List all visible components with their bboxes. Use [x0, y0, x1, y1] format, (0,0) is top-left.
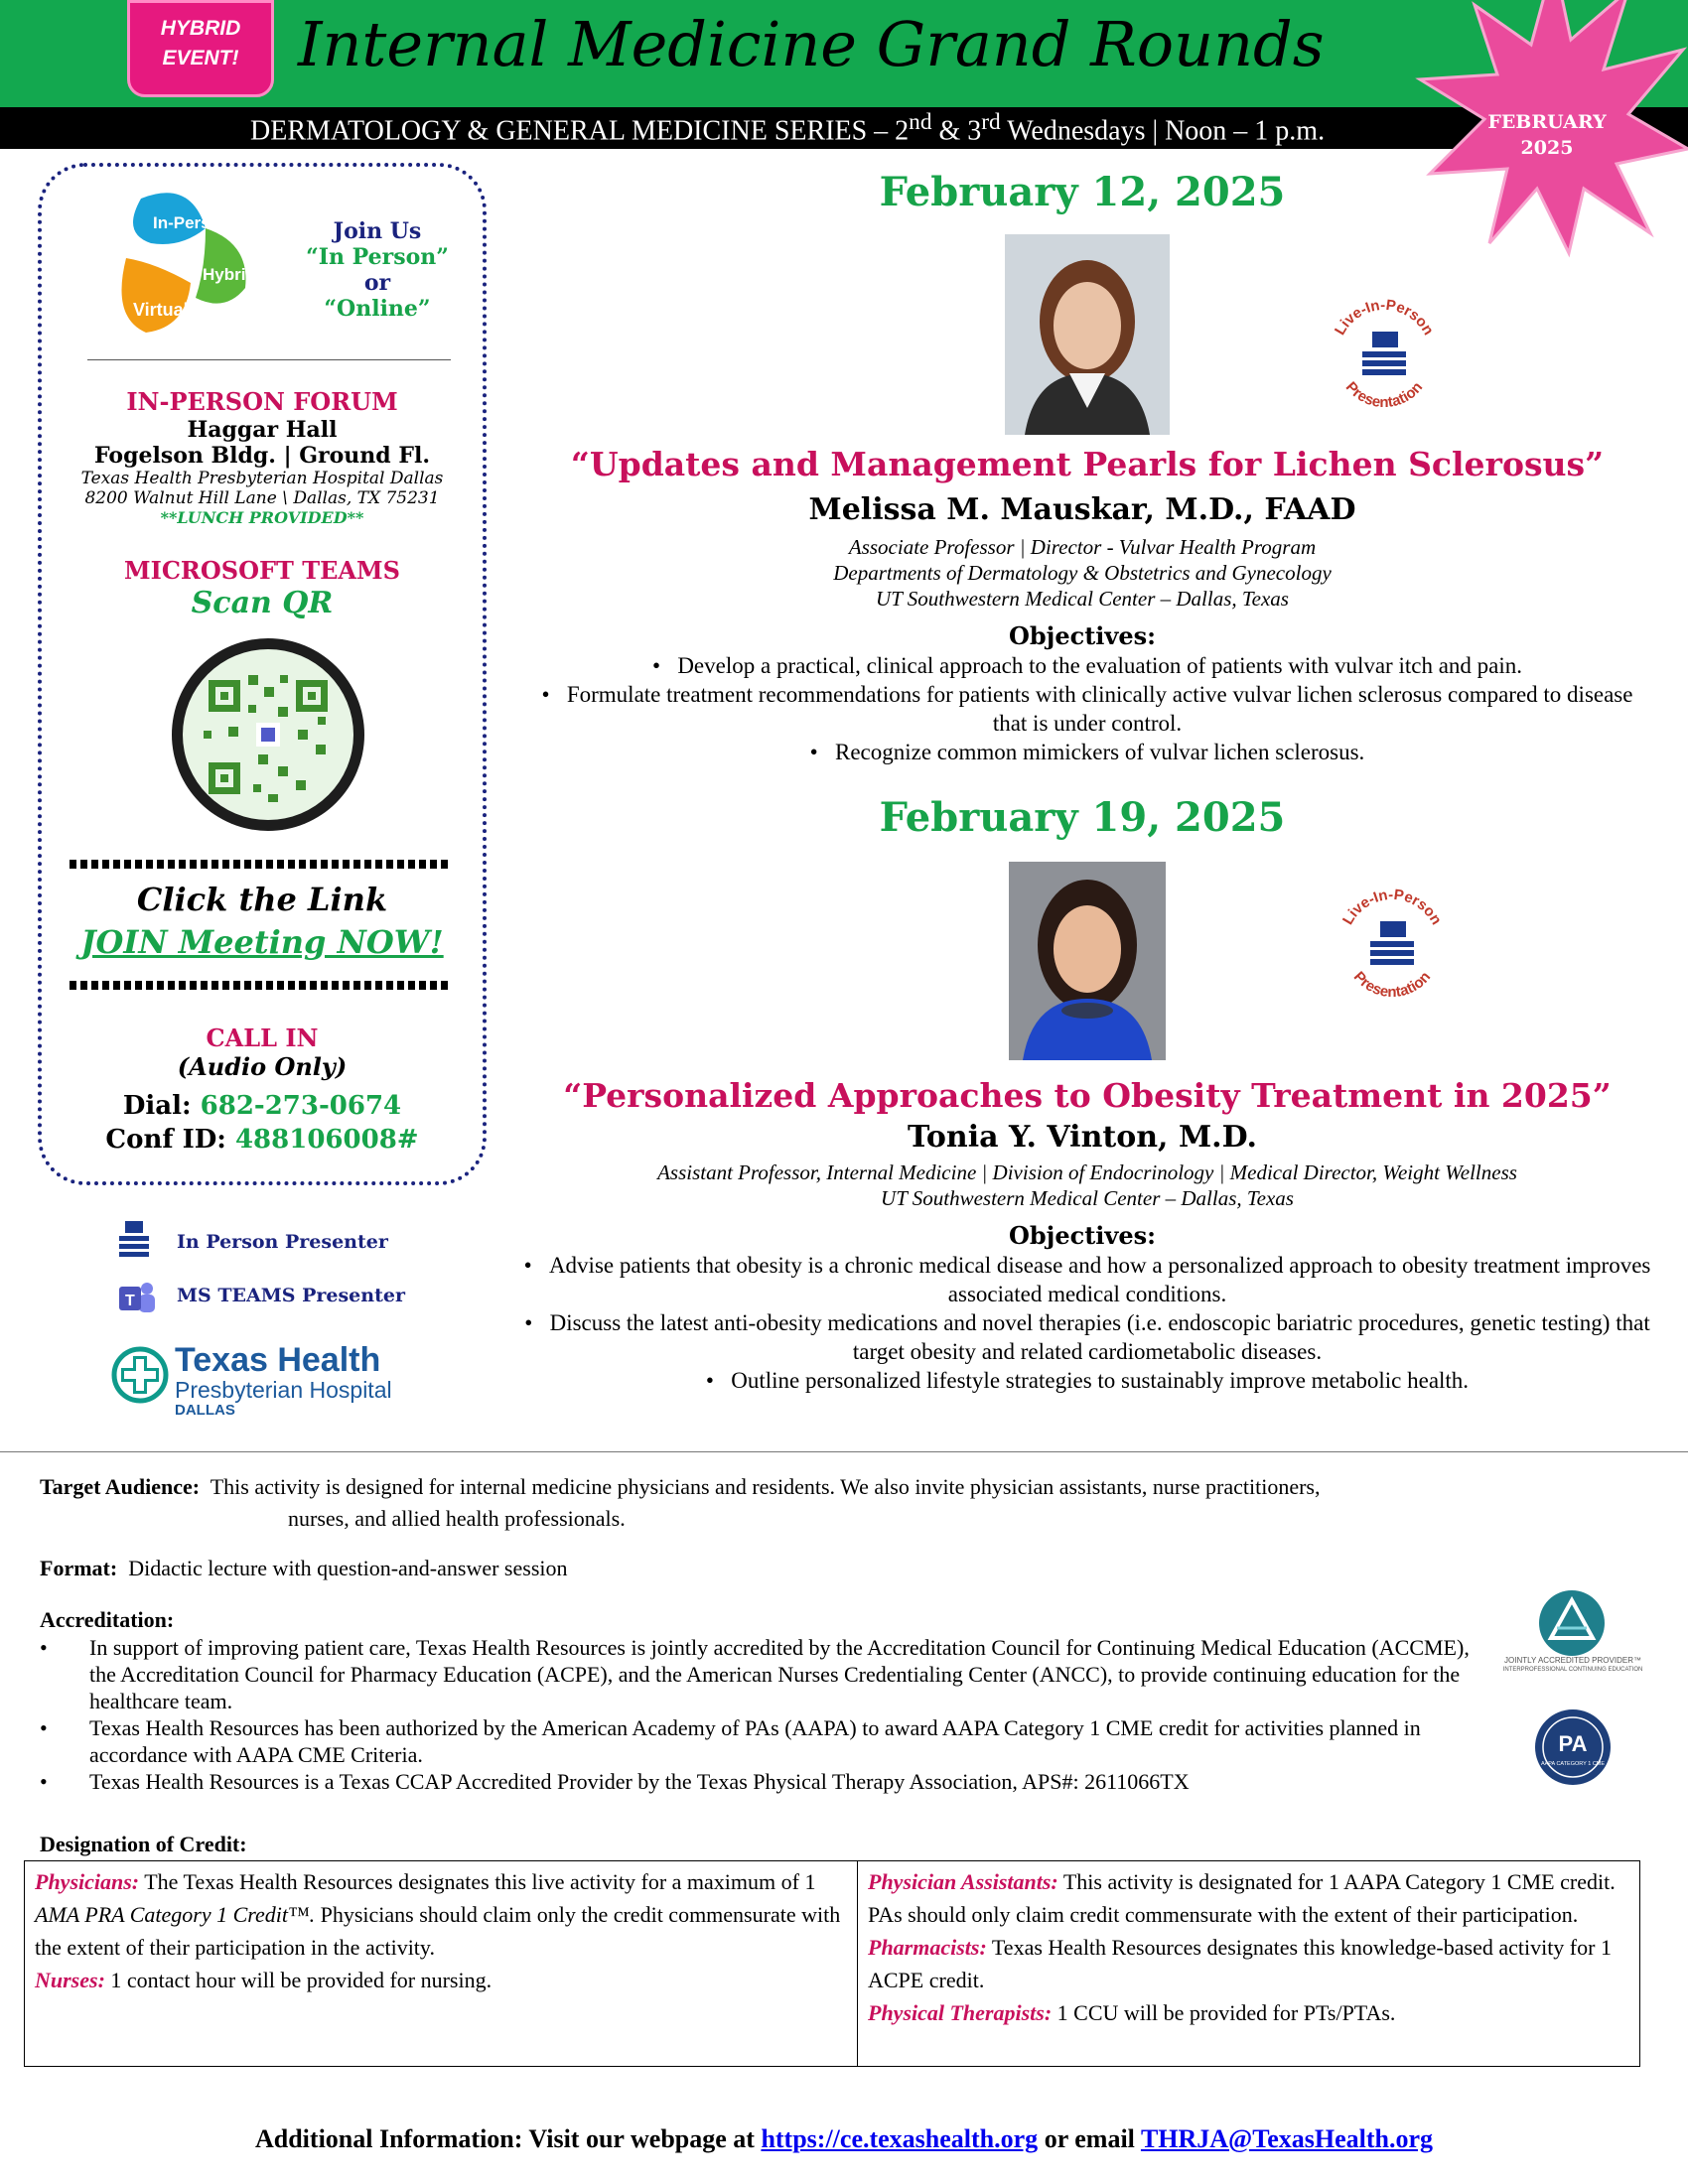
join-in-person: “In Person”	[306, 244, 449, 270]
session2-objectives-list	[516, 1251, 1658, 1395]
objective-item: • Develop a practical, clinical approach to the evaluation of patients with vulvar itch and pain.	[652, 653, 1522, 678]
session2-badge-top: Live-In-Person	[1338, 886, 1446, 928]
objective-text: Outline personalized lifestyle strategies to sustainably improve metabolic health.	[731, 1368, 1470, 1393]
aapa-sub: AAPA CATEGORY 1 CME	[1540, 1761, 1606, 1767]
objective-item: • Discuss the latest anti-obesity medications and novel therapies (i.e. endoscopic bariatric procedures, genetic testing) that target obesity and related cardiometabolic diseases.	[524, 1310, 1650, 1364]
objective-text: Recognize common mimickers of vulvar lichen sclerosus.	[834, 740, 1365, 764]
svg-text:Presentation	[1342, 379, 1426, 411]
objective-text: Formulate treatment recommendations for patients with clinically active vulvar lichen sclerosus compared to disease that is under control.	[566, 682, 1633, 736]
pt-label: Physical Therapists:	[868, 2000, 1053, 2025]
objective-text: Advise patients that obesity is a chronic medical disease and how a personalized approach to obesity treatment improves associated medical conditions.	[548, 1253, 1651, 1306]
format-line	[40, 1553, 1430, 1584]
forum-heading: IN-PERSON FORUM	[126, 387, 398, 416]
month-name: FEBRUARY	[1487, 111, 1607, 133]
session1-affil1: Associate Professor | Director - Vulvar Health Program	[848, 535, 1317, 559]
conf-label: Conf ID:	[105, 1125, 226, 1155]
join-link-block	[44, 879, 481, 964]
audience-text2: nurses, and allied health professionals.	[288, 1506, 626, 1531]
session1-affil3: UT Southwestern Medical Center – Dallas, Texas	[876, 587, 1289, 611]
accreditation-item: • Texas Health Resources has been authorized by the American Academy of PAs (AAPA) to award AAPA Category 1 CME credit for activities planned in accordance with AAPA CME Criteria.	[40, 1714, 1470, 1768]
forum-hospital: Texas Health Presbyterian Hospital Dallas	[80, 469, 444, 488]
jointly-sub: INTERPROFESSIONAL CONTINUING EDUCATION	[1502, 1667, 1643, 1673]
svg-text:Presentation	[1350, 969, 1434, 1001]
accreditation-text: Texas Health Resources has been authorized by the American Academy of PAs (AAPA) to award AAPA Category 1 CME credit for activities planned in accordance with AAPA CME Criteria.	[89, 1715, 1421, 1767]
page-title: Internal Medicine Grand Rounds	[298, 8, 1325, 80]
lunch-note: **LUNCH PROVIDED**	[160, 508, 364, 527]
sidebar-divider	[87, 359, 451, 360]
dial-label: Dial:	[122, 1091, 192, 1121]
session2-affiliation	[516, 1160, 1658, 1211]
audio-only-label: (Audio Only)	[177, 1052, 348, 1081]
teams-heading: MICROSOFT TEAMS	[124, 556, 400, 585]
month-year: 2025	[1520, 137, 1574, 159]
conf-line	[44, 1124, 481, 1156]
session1-objectives-heading: Objectives:	[1008, 621, 1157, 650]
accreditation-text: In support of improving patient care, Texas Health Resources is jointly accredited by the Accreditation Council for Continuing Medical Education (ACCME), the Accreditation Council for Pharmacy Education (ACPE), and the American Nurses Credentialing Center (ANCC), to provide continuing education for the healthcare team.	[89, 1635, 1470, 1713]
logo-texas-health: Texas Health	[175, 1341, 381, 1379]
pa-label: Physician Assistants:	[868, 1869, 1058, 1894]
dial-number[interactable]: 682-273-0674	[200, 1091, 402, 1121]
audience-text1: This activity is designed for internal medicine physicians and residents. We also invite physician assistants, nurse practitioners,	[210, 1474, 1321, 1499]
session2-date: February 19, 2025	[879, 794, 1286, 841]
session2-objectives-heading: Objectives:	[1008, 1221, 1157, 1250]
join-us: Join Us	[333, 218, 422, 244]
join-or: or	[363, 270, 391, 296]
session1-date: February 12, 2025	[879, 169, 1286, 215]
dotted-separator-top	[70, 860, 451, 869]
hybrid-badge-text: HYBRID EVENT!	[160, 17, 241, 69]
forum-hall: Haggar Hall	[187, 417, 338, 443]
accreditation-text: Texas Health Resources is a Texas CCAP Accredited Provider by the Texas Physical Therapy Association, APS#: 2611066TX	[89, 1769, 1190, 1794]
session2-affil1: Assistant Professor, Internal Medicine | Division of Endocrinology | Medical Director, Weight Wellness	[657, 1160, 1517, 1184]
accreditation-item: • In support of improving patient care, Texas Health Resources is jointly accredited by the Accreditation Council for Continuing Medical Education (ACCME), the Accreditation Council for Pharmacy Education (ACPE), and the American Nurses Credentialing Center (ANCC), to provide continuing education for the healthcare team.	[40, 1635, 1470, 1713]
teams-block	[44, 556, 481, 621]
texas-health-logo-text	[175, 1342, 392, 1420]
join-meeting-link[interactable]: JOIN Meeting NOW!	[80, 923, 444, 961]
click-link-label: Click the Link	[136, 881, 388, 918]
scan-qr-label: Scan QR	[191, 586, 334, 620]
pharm-label: Pharmacists:	[868, 1935, 987, 1960]
section-divider	[0, 1451, 1688, 1452]
webpage-link[interactable]: https://ce.texashealth.org	[761, 2124, 1039, 2153]
footer-info	[0, 2124, 1688, 2154]
pt-text: 1 CCU will be provided for PTs/PTAs.	[1056, 2000, 1396, 2025]
physicians-credit: AMA PRA Category 1 Credit™.	[35, 1902, 316, 1927]
nurses-label: Nurses:	[35, 1968, 105, 1992]
month-label	[1458, 109, 1636, 161]
session1-badge-top: Live-In-Person	[1331, 296, 1438, 339]
logo-dallas: DALLAS	[175, 1402, 235, 1419]
logo-hybrid: Hybrid	[203, 265, 256, 284]
aapa-pa: PA	[1558, 1731, 1588, 1756]
session1-live-in-person-badge	[1319, 294, 1450, 417]
forum-address: 8200 Walnut Hill Lane \ Dallas, TX 75231	[84, 488, 440, 508]
target-audience	[40, 1471, 1648, 1535]
audience-label: Target Audience:	[40, 1474, 201, 1499]
footer-mid: or email	[1044, 2124, 1135, 2153]
forum-building: Fogelson Bldg. | Ground Fl.	[94, 443, 430, 469]
legend-in-person: In Person Presenter	[177, 1231, 388, 1253]
pharm-text: Texas Health Resources designates this knowledge-based activity for 1 ACPE credit.	[868, 1935, 1612, 1992]
footer-prefix: Additional Information: Visit our webpage at	[254, 2124, 755, 2153]
objective-text: Develop a practical, clinical approach to the evaluation of patients with vulvar itch and pain.	[677, 653, 1522, 678]
teams-qr-code[interactable]	[169, 635, 367, 834]
format-label: Format:	[40, 1556, 118, 1580]
session1-speaker: Melissa M. Mauskar, M.D., FAAD	[808, 492, 1356, 527]
accreditation-list	[40, 1634, 1470, 1795]
session2-speaker-photo	[1009, 862, 1166, 1060]
jointly-accredited-logo	[1537, 1588, 1607, 1658]
join-us-block	[298, 218, 457, 322]
credit-table	[24, 1860, 1640, 2067]
session1-title: “Updates and Management Pearls for Lichen Sclerosus”	[570, 445, 1605, 483]
dial-line	[44, 1088, 481, 1124]
session2-speaker: Tonia Y. Vinton, M.D.	[908, 1120, 1257, 1155]
session1-objectives-list	[526, 651, 1648, 766]
objective-item: • Outline personalized lifestyle strategies to sustainably improve metabolic health.	[705, 1368, 1470, 1393]
forum-block	[44, 387, 481, 528]
email-link[interactable]: THRJA@TexasHealth.org	[1140, 2124, 1433, 2153]
hybrid-logo	[111, 189, 256, 338]
physicians-label: Physicians:	[35, 1869, 140, 1894]
session1-affil2: Departments of Dermatology & Obstetrics and Gynecology	[833, 561, 1332, 585]
ms-teams-icon	[117, 1281, 157, 1316]
jointly-title: JOINTLY ACCREDITED PROVIDER™	[1504, 1656, 1641, 1665]
objective-text: Discuss the latest anti-obesity medications and novel therapies (i.e. endoscopic bariatric procedures, genetic testing) that target obesity and related cardiometabolic diseases.	[549, 1310, 1650, 1364]
objective-item: • Advise patients that obesity is a chronic medical disease and how a personalized approach to obesity treatment improves associated medical conditions.	[523, 1253, 1651, 1306]
texas-health-logo-icon	[111, 1346, 169, 1404]
designation-label: Designation of Credit:	[40, 1832, 247, 1856]
logo-in-person: In-Person	[153, 213, 231, 232]
join-online: “Online”	[324, 296, 431, 322]
logo-virtual: Virtual	[133, 300, 189, 320]
format-text: Didactic lecture with question-and-answer session	[128, 1556, 568, 1580]
session2-affil2: UT Southwestern Medical Center – Dallas, Texas	[881, 1186, 1294, 1210]
accreditation-item: • Texas Health Resources is a Texas CCAP Accredited Provider by the Texas Physical Therapy Association, APS#: 2611066TX	[40, 1769, 1190, 1794]
series-subtitle: DERMATOLOGY & GENERAL MEDICINE SERIES – 2nd & 3rd Wednesdays | Noon – 1 p.m.	[250, 109, 1326, 147]
logo-presbyterian: Presbyterian Hospital	[175, 1377, 392, 1403]
legend-ms-teams: MS TEAMS Presenter	[177, 1285, 405, 1306]
physicians-text2: Physicians should claim only the credit commensurate with the extent of their participation in the activity.	[35, 1902, 841, 1960]
objective-item: • Recognize common mimickers of vulvar lichen sclerosus.	[809, 740, 1365, 764]
svg-text:T: T	[125, 1293, 135, 1309]
conf-id: 488106008#	[234, 1125, 419, 1155]
credit-left-cell	[25, 1861, 858, 2067]
session2-title: “Personalized Approaches to Obesity Treatment in 2025”	[563, 1076, 1612, 1115]
aapa-cme-logo	[1533, 1707, 1613, 1787]
objective-item: • Formulate treatment recommendations for patients with clinically active vulvar lichen sclerosus compared to disease that is under control.	[541, 682, 1633, 736]
physicians-text1: The Texas Health Resources designates this live activity for a maximum of 1	[144, 1869, 816, 1894]
accreditation-label: Accreditation:	[40, 1607, 175, 1632]
session2-badge-bottom: Presentation	[1349, 968, 1435, 1002]
jointly-accredited-text	[1493, 1656, 1652, 1675]
session2-live-in-person-badge	[1327, 884, 1458, 1007]
session1-affiliation	[635, 534, 1529, 612]
in-person-presenter-icon	[117, 1219, 151, 1257]
credit-right-cell	[858, 1861, 1640, 2067]
dotted-separator-bottom	[70, 981, 451, 990]
pa-text: This activity is designated for 1 AAPA Category 1 CME credit. PAs should only claim credit commensurate with the extent of their participation.	[868, 1869, 1616, 1927]
nurses-text: 1 contact hour will be provided for nursing.	[110, 1968, 492, 1992]
call-in-block	[44, 1024, 481, 1156]
session1-badge-bottom: Presentation	[1341, 378, 1427, 412]
session1-speaker-photo	[1005, 234, 1170, 435]
call-in-heading: CALL IN	[206, 1024, 319, 1052]
